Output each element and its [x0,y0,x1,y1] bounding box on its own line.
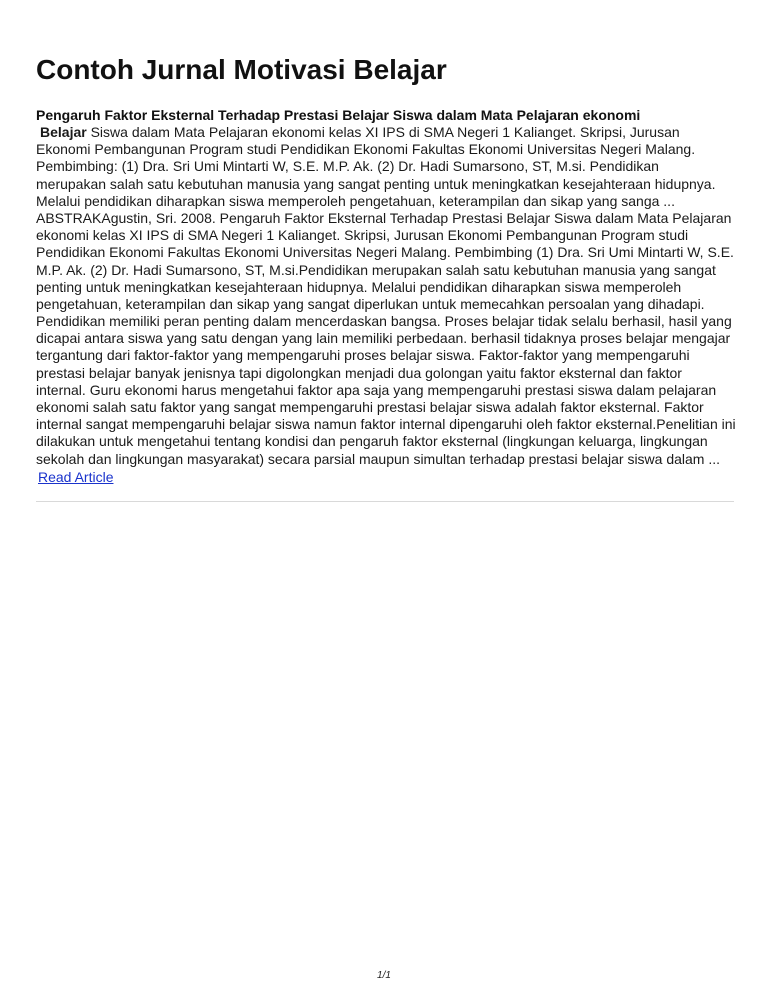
excerpt-line: ekonomi kelas XI IPS di SMA Negeri 1 Kalianget. Skripsi, Jurusan Ekonomi Pembangunan Program studi [36,227,689,244]
excerpt-line: dilakukan untuk mengetahui tentang kondisi dan pengaruh faktor eksternal (lingkungan keluarga, lingkungan [36,433,708,450]
excerpt-line: Pembimbing: (1) Dra. Sri Umi Mintarti W, S.E. M.P. Ak. (2) Dr. Hadi Sumarsono, ST, M.si. Pendidikan [36,158,659,175]
excerpt-line: M.P. Ak. (2) Dr. Hadi Sumarsono, ST, M.si.Pendidikan merupakan salah satu kebutuhan manusia yang sangat [36,261,716,278]
excerpt-line: ABSTRAKAgustin, Sri. 2008. Pengaruh Faktor Eksternal Terhadap Prestasi Belajar Siswa dalam Mata Pelajaran [36,209,732,226]
excerpt-line: penting untuk meningkatkan kesejahteraan hidupnya. Melalui pendidikan diharapkan siswa memperoleh [36,278,682,295]
excerpt-line: Ekonomi Pembangunan Program studi Pendidikan Ekonomi Fakultas Ekonomi Universitas Negeri Malang. [36,141,696,158]
page-number: 1/1 [377,970,391,981]
excerpt-line: merupakan salah satu kebutuhan manusia yang sangat penting untuk meningkatkan kesejahteraan hidupnya. [36,175,716,192]
page-title: Contoh Jurnal Motivasi Belajar [36,54,447,85]
excerpt-line: prestasi belajar banyak jenisnya tapi digolongkan menjadi dua golongan yaitu faktor eksternal dan faktor [36,364,682,381]
article-excerpt [36,124,736,468]
excerpt-line: Melalui pendidikan diharapkan siswa memperoleh pengetahuan, keterampilan dan sikap yang sanga ... [36,192,675,209]
excerpt-line: internal sangat mempengaruhi belajar siswa namun faktor internal dipengaruhi oleh faktor eksternal.Penelitian ini [36,416,736,433]
excerpt-line: pengetahuan, keterampilan dan sikap yang sangat diperlukan untuk memecahkan persoalan yang dihadapi. [36,295,705,312]
excerpt-line [36,124,736,141]
article-entry [36,106,736,486]
excerpt-line: tergantung dari faktor-faktor yang mempengaruhi proses belajar siswa. Faktor-faktor yang mempengaruhi [36,347,690,364]
excerpt-line-text: Siswa dalam Mata Pelajaran ekonomi kelas XI IPS di SMA Negeri 1 Kalianget. Skripsi, Jurusan [86,124,680,140]
excerpt-line: internal. Guru ekonomi harus mengetahui faktor apa saja yang mempengaruhi prestasi siswa dalam pelajaran [36,381,717,398]
read-article-link[interactable]: Read Article [38,468,114,485]
article-heading: Pengaruh Faktor Eksternal Terhadap Prestasi Belajar Siswa dalam Mata Pelajaran ekonomi [36,107,641,123]
section-divider [36,501,734,502]
excerpt-line: sekolah dan lingkungan masyarakat) secara parsial maupun simultan terhadap prestasi belajar siswa dalam ... [36,450,721,467]
excerpt-lead-word: Belajar [40,124,87,140]
excerpt-line: ekonomi salah satu faktor yang sangat mempengaruhi prestasi belajar siswa adalah faktor eksternal. Faktor [36,399,704,415]
excerpt-line: Pendidikan memiliki peran penting dalam mencerdaskan bangsa. Proses belajar tidak selalu berhasil, hasil yang [36,313,732,330]
excerpt-line: dicapai antara siswa yang satu dengan yang lain memiliki perbedaan. berhasil tidaknya proses belajar mengajar [36,330,731,347]
excerpt-line: Pendidikan Ekonomi Fakultas Ekonomi Universitas Negeri Malang. Pembimbing (1) Dra. Sri Umi Mintarti W, S.E. [36,244,734,261]
